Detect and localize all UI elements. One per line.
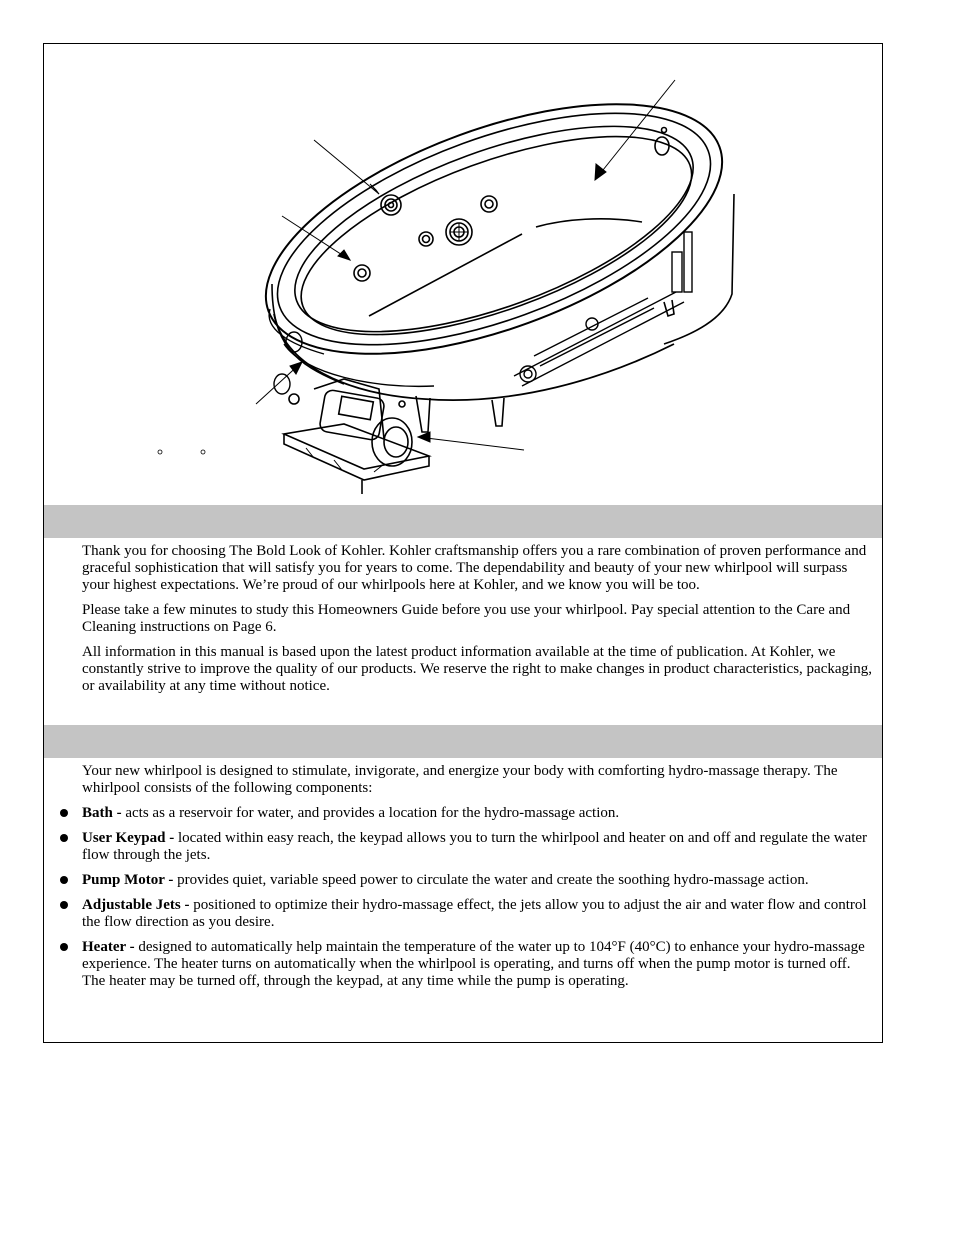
component-text: provides quiet, variable speed power to circulate the water and create the soothing hydro-massage action. xyxy=(177,872,809,888)
component-term: Heater - xyxy=(82,939,135,955)
component-text: positioned to optimize their hydro-massage effect, the jets allow you to adjust the air and water flow and control the flow direction as you desire. xyxy=(82,897,867,930)
bullet-icon xyxy=(60,834,68,842)
component-term: User Keypad - xyxy=(82,830,175,846)
component-text: located within easy reach, the keypad allows you to turn the whirlpool and heater on and off and regulate the water flow through the jets. xyxy=(82,830,868,863)
list-item xyxy=(82,830,872,864)
list-item xyxy=(82,939,872,990)
tub-leg xyxy=(492,398,504,426)
jet-icon xyxy=(381,195,401,215)
list-item xyxy=(82,872,872,889)
component-text: designed to automatically help maintain the temperature of the water up to 104°F (40°C) to enhance your hydro-massage experience. The heater turns on automatically when the whirlpool is operating, and turns off when the pump motor is turned off. The heater may be turned off, through the keypad, at any time while the pump is operating. xyxy=(82,939,865,989)
pump-motor-icon xyxy=(284,379,429,494)
section-header-band xyxy=(44,505,882,538)
keypad-icon xyxy=(655,137,669,155)
suction-fitting-icon xyxy=(446,219,472,245)
component-term: Pump Motor - xyxy=(82,872,174,888)
overview-intro: Your new whirlpool is designed to stimulate, invigorate, and energize your body with comforting hydro-massage therapy. The whirlpool consists of the following components: xyxy=(82,763,838,796)
introduction-section xyxy=(82,543,872,703)
whirlpool-figure xyxy=(44,44,882,504)
component-term: Bath - xyxy=(82,805,122,821)
mark-icon xyxy=(201,450,205,454)
component-list xyxy=(82,805,872,990)
overview-section xyxy=(82,763,872,998)
bullet-icon xyxy=(60,901,68,909)
bullet-icon xyxy=(60,943,68,951)
bullet-icon xyxy=(60,876,68,884)
tub-leg xyxy=(416,396,430,432)
jet-icon xyxy=(481,196,497,212)
intro-paragraph: All information in this manual is based upon the latest product information available at the time of publication. At Kohler, we constantly strive to improve the quality of our products. We reserve the right to make changes in product characteristics, packaging, or availability at any time without notice. xyxy=(82,644,872,694)
jet-icon xyxy=(419,232,433,246)
bullet-icon xyxy=(60,809,68,817)
list-item xyxy=(82,805,872,822)
jet-icon xyxy=(354,265,370,281)
section-header-band xyxy=(44,725,882,758)
intro-paragraph: Please take a few minutes to study this Homeowners Guide before you use your whirlpool. Pay special attention to the Care and Cleaning instructions on Page 6. xyxy=(82,602,851,635)
page-frame xyxy=(43,43,883,1043)
intro-paragraph: Thank you for choosing The Bold Look of Kohler. Kohler craftsmanship offers you a rare combination of proven performance and graceful sophistication that will satisfy you for years to come. The dependability and beauty of your new whirlpool will surpass your highest expectations. We’re proud of our whirlpools here at Kohler, and we know you will be too. xyxy=(82,543,867,593)
tub-rim xyxy=(234,53,753,405)
component-term: Adjustable Jets - xyxy=(82,897,190,913)
component-text: acts as a reservoir for water, and provides a location for the hydro-massage action. xyxy=(125,805,620,821)
list-item xyxy=(82,897,872,931)
mark-icon xyxy=(158,450,162,454)
whirlpool-bath-illustration xyxy=(44,44,882,504)
